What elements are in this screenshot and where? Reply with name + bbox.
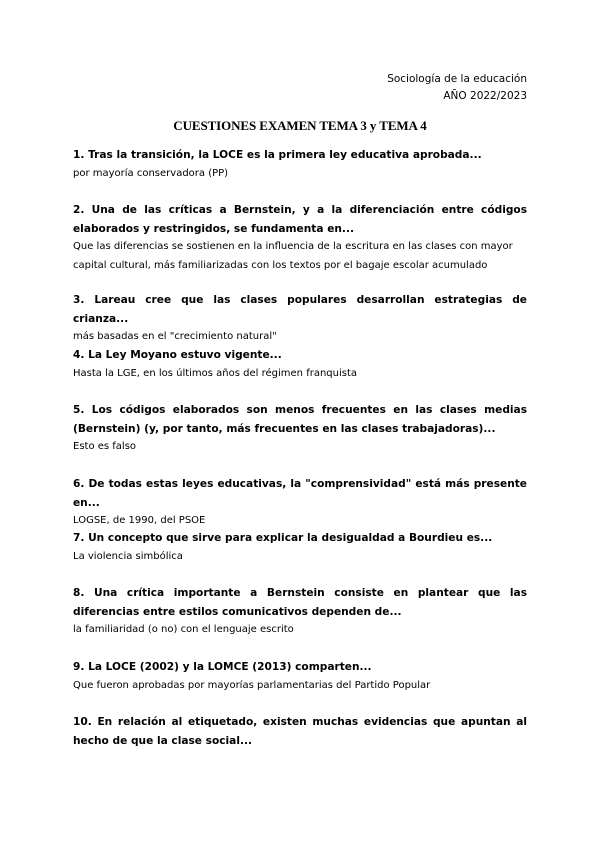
document-title: CUESTIONES EXAMEN TEMA 3 y TEMA 4 bbox=[173, 118, 427, 133]
subject-label: Sociología de la educación bbox=[387, 73, 527, 85]
question-block-1 bbox=[73, 146, 527, 183]
question-block-6 bbox=[73, 475, 527, 531]
answer-text: por mayoría conservadora (PP) bbox=[73, 167, 229, 179]
answer-text: La violencia simbólica bbox=[73, 550, 183, 562]
question-block-10 bbox=[73, 713, 527, 750]
question-block-2 bbox=[73, 201, 527, 275]
answer-text: Esto es falso bbox=[73, 441, 137, 452]
question-block-9 bbox=[73, 658, 527, 695]
answer-text: la familiaridad (o no) con el lenguaje escrito bbox=[73, 624, 294, 635]
question-block-8 bbox=[73, 584, 527, 640]
answer-text: LOGSE, de 1990, del PSOE bbox=[73, 515, 206, 526]
question-text: 8. Una crítica importante a Bernstein consiste en plantear que las diferencias entre estilos comunicativos dependen de... bbox=[73, 587, 527, 618]
question-text: 10. En relación al etiquetado, existen muchas evidencias que apuntan al hecho de que la clase social... bbox=[73, 716, 527, 747]
question-text: 9. La LOCE (2002) y la LOMCE (2013) comparten... bbox=[73, 661, 372, 673]
document-header bbox=[387, 71, 527, 105]
question-text: 2. Una de las críticas a Bernstein, y a la diferenciación entre códigos elaborados y restringidos, se fundamenta en... bbox=[73, 204, 527, 235]
answer-text: Que las diferencias se sostienen en la influencia de la escritura en las clases con mayor capital cultural, más familiarizadas con los textos por el bagaje escolar acumulado bbox=[73, 241, 513, 271]
question-block-4 bbox=[73, 346, 527, 383]
answer-text: Que fueron aprobadas por mayorías parlamentarias del Partido Popular bbox=[73, 679, 431, 691]
question-text: 6. De todas estas leyes educativas, la "comprensividad" está más presente en... bbox=[73, 478, 527, 509]
answer-text: más basadas en el "crecimiento natural" bbox=[73, 331, 277, 342]
question-text: 1. Tras la transición, la LOCE es la primera ley educativa aprobada... bbox=[73, 149, 482, 161]
academic-year: AÑO 2022/2023 bbox=[443, 90, 527, 102]
question-text: 5. Los códigos elaborados son menos frecuentes en las clases medias (Bernstein) (y, por tanto, más frecuentes en las clases trabajadoras)... bbox=[73, 404, 527, 435]
question-text: 7. Un concepto que sirve para explicar la desigualdad a Bourdieu es... bbox=[73, 532, 493, 544]
answer-text: Hasta la LGE, en los últimos años del régimen franquista bbox=[73, 367, 358, 379]
question-block-7 bbox=[73, 529, 527, 566]
question-block-3 bbox=[73, 291, 527, 347]
question-text: 3. Lareau cree que las clases populares desarrollan estrategias de crianza... bbox=[73, 294, 527, 325]
question-block-5 bbox=[73, 401, 527, 457]
question-text: 4. La Ley Moyano estuvo vigente... bbox=[73, 349, 282, 361]
